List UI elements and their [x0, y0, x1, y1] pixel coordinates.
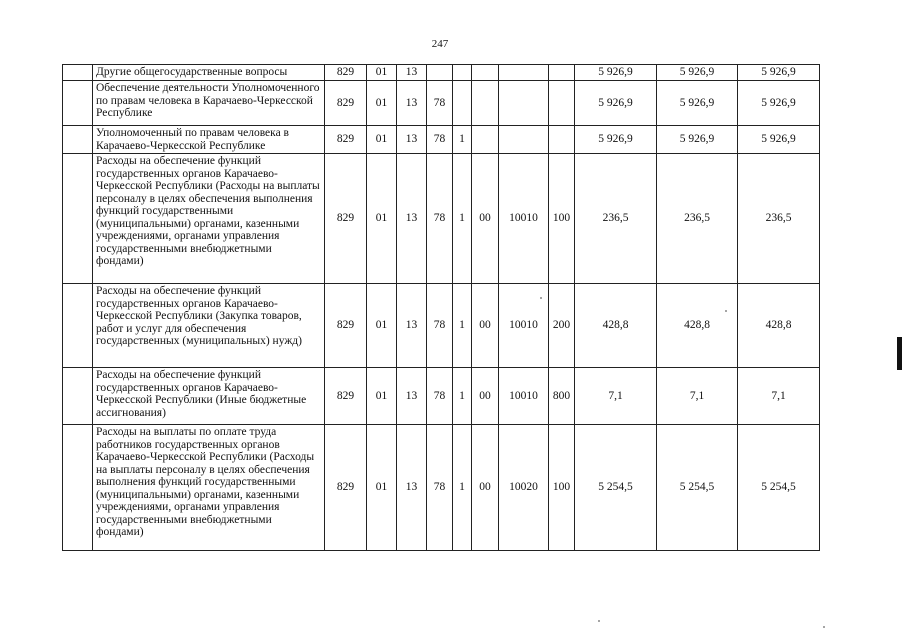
program-code [427, 65, 453, 81]
direction-code [499, 65, 549, 81]
program-code: 78 [427, 368, 453, 425]
amount-year-2: 236,5 [657, 154, 738, 284]
program-code: 78 [427, 154, 453, 284]
main-event-code: 00 [472, 368, 499, 425]
blank-cell [63, 65, 93, 81]
amount-year-3: 236,5 [738, 154, 820, 284]
scan-speck [540, 297, 542, 299]
subsection-code: 13 [397, 425, 427, 551]
amount-year-3: 5 254,5 [738, 425, 820, 551]
blank-cell [63, 425, 93, 551]
ministry-code: 829 [325, 126, 367, 154]
expense-type-code [549, 81, 575, 126]
amount-year-1: 5 926,9 [575, 81, 657, 126]
amount-year-2: 428,8 [657, 284, 738, 368]
table-row [63, 368, 820, 425]
main-event-code [472, 126, 499, 154]
subprogram-code: 1 [453, 425, 472, 551]
direction-code [499, 126, 549, 154]
direction-code: 10010 [499, 368, 549, 425]
scan-edge-mark [897, 337, 902, 370]
main-event-code: 00 [472, 284, 499, 368]
subprogram-code: 1 [453, 154, 472, 284]
direction-code: 10010 [499, 284, 549, 368]
table-row [63, 81, 820, 126]
scan-speck [725, 310, 727, 312]
blank-cell [63, 284, 93, 368]
section-code: 01 [367, 368, 397, 425]
blank-cell [63, 126, 93, 154]
amount-year-1: 5 926,9 [575, 126, 657, 154]
section-code: 01 [367, 425, 397, 551]
blank-cell [63, 154, 93, 284]
row-description: Уполномоченный по правам человека в Карачаево-Черкесской Республике [93, 126, 325, 154]
row-description: Обеспечение деятельности Уполномоченного по правам человека в Карачаево-Черкесской Республике [93, 81, 325, 126]
main-event-code [472, 65, 499, 81]
amount-year-2: 5 254,5 [657, 425, 738, 551]
main-event-code: 00 [472, 425, 499, 551]
amount-year-2: 7,1 [657, 368, 738, 425]
amount-year-1: 236,5 [575, 154, 657, 284]
program-code: 78 [427, 284, 453, 368]
row-description: Расходы на обеспечение функций государственных органов Карачаево-Черкесской Республики (Закупка товаров, работ и услуг для обеспечения государственных (муниципальных) нужд) [93, 284, 325, 368]
ministry-code: 829 [325, 154, 367, 284]
subsection-code: 13 [397, 368, 427, 425]
direction-code: 10010 [499, 154, 549, 284]
program-code: 78 [427, 425, 453, 551]
direction-code [499, 81, 549, 126]
page-number: 247 [431, 38, 449, 50]
budget-table [62, 64, 820, 551]
ministry-code: 829 [325, 81, 367, 126]
row-description: Расходы на обеспечение функций государственных органов Карачаево-Черкесской Республики (Расходы на выплаты персоналу в целях обеспечения выполнения функций государственными (муниципальными) органами, казенными учреждениями, органами управления государственными внебюджетными фондами) [93, 154, 325, 284]
expense-type-code [549, 126, 575, 154]
ministry-code: 829 [325, 65, 367, 81]
amount-year-3: 7,1 [738, 368, 820, 425]
ministry-code: 829 [325, 425, 367, 551]
amount-year-1: 5 926,9 [575, 65, 657, 81]
program-code: 78 [427, 81, 453, 126]
table-row [63, 126, 820, 154]
subprogram-code: 1 [453, 368, 472, 425]
subsection-code: 13 [397, 154, 427, 284]
table-row [63, 154, 820, 284]
subsection-code: 13 [397, 284, 427, 368]
table-row [63, 65, 820, 81]
amount-year-2: 5 926,9 [657, 126, 738, 154]
amount-year-1: 7,1 [575, 368, 657, 425]
amount-year-2: 5 926,9 [657, 65, 738, 81]
direction-code: 10020 [499, 425, 549, 551]
subprogram-code: 1 [453, 284, 472, 368]
amount-year-3: 5 926,9 [738, 81, 820, 126]
section-code: 01 [367, 65, 397, 81]
amount-year-1: 5 254,5 [575, 425, 657, 551]
amount-year-3: 5 926,9 [738, 126, 820, 154]
row-description: Расходы на обеспечение функций государственных органов Карачаево-Черкесской Республики (Иные бюджетные ассигнования) [93, 368, 325, 425]
section-code: 01 [367, 81, 397, 126]
scan-speck [598, 620, 600, 622]
table-row [63, 425, 820, 551]
expense-type-code [549, 65, 575, 81]
row-description: Другие общегосударственные вопросы [93, 65, 325, 81]
program-code: 78 [427, 126, 453, 154]
subsection-code: 13 [397, 126, 427, 154]
amount-year-2: 5 926,9 [657, 81, 738, 126]
subprogram-code: 1 [453, 126, 472, 154]
section-code: 01 [367, 284, 397, 368]
blank-cell [63, 368, 93, 425]
subsection-code: 13 [397, 81, 427, 126]
expense-type-code: 100 [549, 425, 575, 551]
main-event-code [472, 81, 499, 126]
expense-type-code: 200 [549, 284, 575, 368]
amount-year-3: 428,8 [738, 284, 820, 368]
amount-year-3: 5 926,9 [738, 65, 820, 81]
expense-type-code: 800 [549, 368, 575, 425]
section-code: 01 [367, 154, 397, 284]
section-code: 01 [367, 126, 397, 154]
main-event-code: 00 [472, 154, 499, 284]
subprogram-code [453, 65, 472, 81]
blank-cell [63, 81, 93, 126]
expense-type-code: 100 [549, 154, 575, 284]
table-row [63, 284, 820, 368]
amount-year-1: 428,8 [575, 284, 657, 368]
ministry-code: 829 [325, 284, 367, 368]
row-description: Расходы на выплаты по оплате труда работников государственных органов Карачаево-Черкесской Республики (Расходы на выплаты персоналу в целях обеспечения выполнения функций государственными (муниципальными) органами, казенными учреждениями, органами управления государственными внебюджетными фондами) [93, 425, 325, 551]
ministry-code: 829 [325, 368, 367, 425]
scan-speck [823, 626, 825, 628]
subsection-code: 13 [397, 65, 427, 81]
subprogram-code [453, 81, 472, 126]
